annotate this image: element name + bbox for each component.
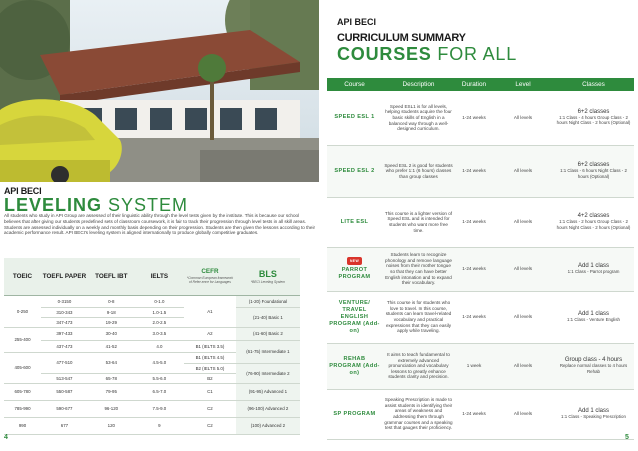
classes-head: 4+2 classes (577, 213, 610, 220)
ielts-cell: 4.5-5.0 (135, 352, 184, 373)
col-toefl-paper: TOEFL PAPER (41, 258, 88, 295)
course-duration: 1-24 weeks (455, 247, 493, 291)
leveling-table (4, 258, 300, 435)
bls-cell: (96-100) Advanced 2 (236, 400, 300, 417)
paper-cell: 513-547 (41, 373, 88, 383)
course-duration: 1-24 weeks (455, 91, 493, 145)
course-level: All levels (493, 343, 553, 389)
course-row (327, 389, 634, 439)
course-name: LITE ESL (327, 197, 382, 247)
classes-detail: Replace normal classes to 4 hours Rehab (559, 363, 628, 374)
campus-photo (0, 0, 319, 182)
bls-cell: (21-40) Basic 1 (236, 307, 300, 327)
ielts-cell: 7.5-9.0 (135, 400, 184, 417)
course-description: This course is a lighter version of Speed ESL and is intended for students who want more free time. (382, 197, 455, 247)
bls-cell: (100) Advanced 2 (236, 417, 300, 434)
bls-note: *BECI Leveling System (250, 279, 285, 284)
classes-detail: 1:1 Class - 2 hours Group Class - 2 hours Night Class - 2 hours (Optional) (556, 219, 631, 230)
toeic-cell: 990 (4, 417, 41, 434)
table-row (4, 307, 300, 317)
course-description: Students learn to recognize phonology and remove language noises from their mother tongue so that they can have better English intonation and to expand their vocabulary. (382, 247, 455, 291)
table-row (4, 400, 300, 417)
ielts-cell: 1.0-1.5 (135, 307, 184, 317)
paper-cell: 550-587 (41, 383, 88, 400)
classes-head: 6+2 classes (577, 108, 610, 115)
bls-cell: (76-90) Intermediate 2 (236, 363, 300, 383)
course-level: All levels (493, 145, 553, 197)
course-name: REHAB PROGRAM (Add-on) (327, 343, 382, 389)
course-level: All levels (493, 247, 553, 291)
heading-light: SYSTEM (102, 195, 189, 215)
right-brand: API BECI (337, 17, 377, 27)
toeic-cell: 785-990 (4, 400, 41, 417)
cefr-cell: B2 (184, 373, 236, 383)
course-description: Speed ESL 2 is good for students who prefer 1:1 (6 hours) classes than group classes (382, 145, 455, 197)
ielts-cell: 0-1.0 (135, 295, 184, 307)
col-duration: Duration (455, 78, 493, 91)
page-number-left: 4 (4, 434, 8, 441)
course-description: Speed ESL1 is for all levels, helping students acquire the four basic skills of English in a balanced way through a well-designed curriculum. (382, 91, 455, 145)
courses-heading (337, 44, 517, 65)
col-cefr (184, 258, 236, 295)
toeic-cell: 605-780 (4, 383, 41, 400)
course-level: All levels (493, 91, 553, 145)
ielts-cell: 3.0-3.5 (135, 327, 184, 340)
paper-cell: 477-510 (41, 352, 88, 373)
classes-detail: 1:1 Class - 4 hours Group Class - 2 hours Night Class - 2 hours (Optional) (556, 115, 631, 126)
classes-head: 6+2 classes (577, 162, 610, 169)
col-ielts: IELTS (135, 258, 184, 295)
course-classes (553, 197, 634, 247)
cefr-cell: C1 (184, 383, 236, 400)
col-classes: Classes (553, 78, 634, 91)
course-duration: 1 week (455, 343, 493, 389)
ibt-cell: 30-40 (88, 327, 135, 340)
ibt-cell: 9-18 (88, 307, 135, 317)
bls-cell: (61-75) Intermediate 1 (236, 340, 300, 363)
table-row (4, 383, 300, 400)
course-row (327, 91, 634, 145)
paper-cell: 0-3150 (41, 295, 88, 307)
toeic-cell: 255-400 (4, 327, 41, 352)
course-row (327, 247, 634, 291)
leveling-intro: All students who study in API Group are assessed of their linguistic ability through the level tests given by the institute. This is because our school believes that after giving our students predefined sets of classroom coursework, it is fair to track their progression through level tests in all skill areas. Students are assessed individually on a weekly and monthly basis depending on their progression. Students are then given the lessons according to their academic performance result. API BECI's leveling system is aligned internationally to produce globally competitive graduates. (4, 213, 316, 236)
col-level: Level (493, 78, 553, 91)
cefr-cell: B1 (IELTS 3.5) (184, 340, 236, 352)
course-description: This course is for students who love to travel. In this course, students can learn travel-related vocabulary and practical expressions that they can easily apply while traveling. (382, 291, 455, 343)
bls-cell: (91-95) Advanced 1 (236, 383, 300, 400)
heading-strong: LEVELING (4, 195, 103, 215)
course-level: All levels (493, 291, 553, 343)
ibt-cell: 120 (88, 417, 135, 434)
bls-label: BLS (258, 268, 277, 279)
ibt-cell: 65-78 (88, 373, 135, 383)
course-name: PARROT PROGRAM (338, 267, 371, 280)
paper-cell: 677 (41, 417, 88, 434)
course-row (327, 197, 634, 247)
cefr-cell: A1 (184, 295, 236, 327)
course-name: SPEED ESL 2 (327, 145, 382, 197)
bls-cell: (41-60) Basic 2 (236, 327, 300, 340)
course-classes (553, 343, 634, 389)
col-toeic: TOEIC (4, 258, 41, 295)
bls-cell: (1-20) Foundational (236, 295, 300, 307)
classes-head: Group class - 4 hours (564, 357, 623, 364)
course-classes (553, 389, 634, 439)
course-duration: 1-24 weeks (455, 291, 493, 343)
classes-detail: 1:1 Class - Venture English (567, 317, 620, 322)
ibt-cell: 53-64 (88, 352, 135, 373)
heading-light: FOR ALL (431, 44, 518, 64)
ibt-cell: 19-29 (88, 317, 135, 327)
col-bls (236, 258, 300, 295)
course-name-cell (327, 247, 382, 291)
cefr-label: CEFR (201, 268, 219, 276)
paper-cell: 347-473 (41, 317, 88, 327)
course-description: Speaking Prescription is made to assist students in identifying their areas of weakness and addressing them through grammar courses and a speaking test that gauges their proficiency. (382, 389, 455, 439)
course-name: VENTURE/ TRAVEL ENGLISH PROGRAM (Add-on) (327, 291, 382, 343)
course-row (327, 343, 634, 389)
cefr-cell: C2 (184, 417, 236, 434)
table-row (4, 417, 300, 434)
ielts-cell: 2.0-2.5 (135, 317, 184, 327)
paper-cell: 437-473 (41, 340, 88, 352)
course-classes (553, 247, 634, 291)
ibt-cell: 0-8 (88, 295, 135, 307)
cefr-note: *Common European framework of Refer-ence for Languages (186, 276, 234, 285)
course-name: SPEED ESL 1 (327, 91, 382, 145)
col-description: Description (382, 78, 455, 91)
ielts-cell: 5.5-6.0 (135, 373, 184, 383)
course-level: All levels (493, 197, 553, 247)
course-row (327, 145, 634, 197)
left-brand: API BECI (4, 186, 42, 196)
toeic-cell: 405-600 (4, 352, 41, 383)
paper-cell: 397-433 (41, 327, 88, 340)
heading-strong: COURSES (337, 44, 432, 64)
courses-table (327, 78, 634, 440)
course-row (327, 291, 634, 343)
new-badge: NEW (347, 257, 362, 265)
paper-cell: 590-677 (41, 400, 88, 417)
cefr-cell: C2 (184, 400, 236, 417)
classes-detail: 1:1 Class - 6 hours Night Class - 2 hours (Optional) (560, 168, 627, 179)
page-number-right: 5 (625, 434, 629, 441)
ibt-cell: 79-95 (88, 383, 135, 400)
table-row (4, 340, 300, 352)
table-row (4, 295, 300, 307)
course-classes (553, 291, 634, 343)
ielts-cell: 6.5-7.0 (135, 383, 184, 400)
ibt-cell: 41-52 (88, 340, 135, 352)
classes-head: Add 1 class (577, 310, 610, 317)
course-duration: 1-24 weeks (455, 389, 493, 439)
ielts-cell: 4.0 (135, 340, 184, 352)
paper-cell: 310-343 (41, 307, 88, 317)
table-row (4, 327, 300, 340)
course-name: SP PROGRAM (327, 389, 382, 439)
classes-detail: 1:1 Class - Parrot program (567, 269, 620, 274)
cefr-cell: B2 (IELTS 5.0) (184, 363, 236, 373)
ibt-cell: 96-120 (88, 400, 135, 417)
course-classes (553, 91, 634, 145)
course-classes (553, 145, 634, 197)
col-course: Course (327, 78, 382, 91)
curriculum-summary-title: CURRICULUM SUMMARY (337, 32, 466, 44)
col-toefl-ibt: TOEFL IBT (88, 258, 135, 295)
classes-head: Add 1 class (577, 407, 610, 414)
ielts-cell: 9 (135, 417, 184, 434)
cefr-cell: A2 (184, 327, 236, 340)
course-duration: 1-24 weeks (455, 197, 493, 247)
cefr-cell: B1 (IELTS 4.5) (184, 352, 236, 363)
classes-detail: 1:1 Class - Speaking Prescription (561, 414, 626, 419)
classes-head: Add 1 class (577, 262, 610, 269)
toeic-cell: 0-250 (4, 295, 41, 327)
course-level: All levels (493, 389, 553, 439)
course-duration: 1-24 weeks (455, 145, 493, 197)
course-description: It aims to teach fundamental to extremely advanced pronunciation and vocabulary lessons to greatly enhance students clarity and precision. (382, 343, 455, 389)
